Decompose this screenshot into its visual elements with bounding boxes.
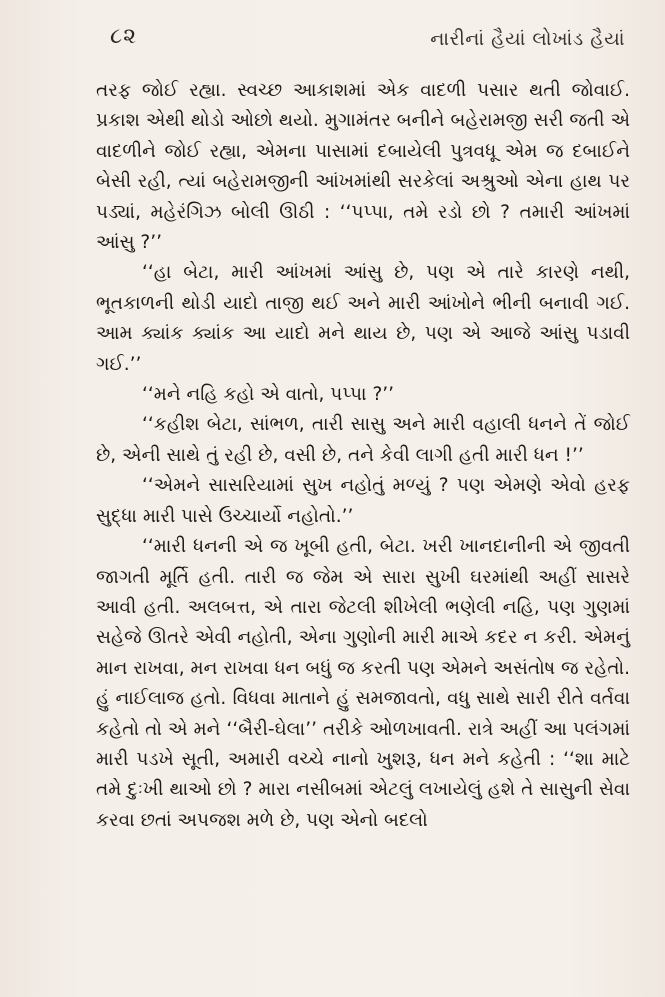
paragraph-4: ‘‘કહીશ બેટા, સાંભળ, તારી સાસુ અને મારી વહાલી ધનને તેં જોઈ છે, એની સાથે તું રહી છે, વસી છે, તને કેવી લાગી હતી મારી ધન !’’ xyxy=(96,414,630,466)
paragraph-1: તરફ જોઈ રહ્યા. સ્વચ્છ આકાશમાં એક વાદળી પસાર થતી જોવાઈ. પ્રકાશ એથી થોડો ઓછો થયો. મુગામંતર બનીને બહેરામજી સરી જતી એ વાદળીને જોઈ રહ્યા, એમના પાસામાં દબાયેલી પુત્રવધૂ એમ જ દબાઈને બેસી રહી, ત્યાં બહેરામજીની આંખમાંથી સરકેલાં અશ્રુઓ એના હાથ પર પડ્યાં, મહેરંગિઝ બોલી ઊઠી : ‘‘પપ્પા, તમે રડો છો ? તમારી આંખમાં આંસુ ?’’ xyxy=(96,80,630,254)
paragraph-3: ‘‘મને નહિ કહો એ વાતો, પપ્પા ?’’ xyxy=(142,384,395,406)
paragraph-2: ‘‘હા બેટા, મારી આંખમાં આંસુ છે, પણ એ તારે કારણે નથી, ભૂતકાળની થોડી યાદો તાજી થઈ અને મારી આંખોને ભીની બનાવી ગઈ. આમ ક્યાંક ક્યાંક આ યાદો મને થાય છે, પણ એ આજે આંસુ પડાવી ગઈ.’’ xyxy=(96,262,630,375)
running-title: નારીનાં હૈયાં લોખાંડ હૈયાં xyxy=(430,28,625,50)
page-number: ૮૨ xyxy=(110,24,138,49)
body-text xyxy=(96,76,630,836)
page-header xyxy=(110,24,625,60)
paragraph-5: ‘‘એમને સાસરિયામાં સુખ નહોતું મળ્યું ? પણ એમણે એવો હરફ સુદ્ધા મારી પાસે ઉચ્ચાર્યો નહોતો.’’ xyxy=(96,475,630,527)
paragraph-6: ‘‘મારી ધનની એ જ ખૂબી હતી, બેટા. ખરી ખાનદાનીની એ જીવતી જાગતી મૂર્તિ હતી. તારી જ જેમ એ સારા સુખી ઘરમાંથી અહીં સાસરે આવી હતી. અલબત્ત, એ તારા જેટલી શીખેલી ભણેલી નહિ, પણ ગુણમાં સહેજે ઊતરે એવી નહોતી, એના ગુણોની મારી માએ કદર ન કરી. એમનું માન રાખવા, મન રાખવા ધન બધું જ કરતી પણ એમને અસંતોષ જ રહેતો. હું નાઈલાજ હતો. વિધવા માતાને હું સમજાવતો, વધુ સાથે સારી રીતે વર્તવા કહેતો તો એ મને ‘‘બૈરી-ઘેલા’’ તરીકે ઓળખાવતી. રાત્રે અહીં આ પલંગમાં મારી પડખે સૂતી, અમારી વચ્ચે નાનો ખુશરૂ, ધન મને કહેતી : ‘‘શા માટે તમે દુઃખી થાઓ છો ? મારા નસીબમાં એટલું લખાયેલું હશે તે સાસુની સેવા કરવા છતાં અપજશ મળે છે, પણ એનો બદલો xyxy=(96,536,630,831)
